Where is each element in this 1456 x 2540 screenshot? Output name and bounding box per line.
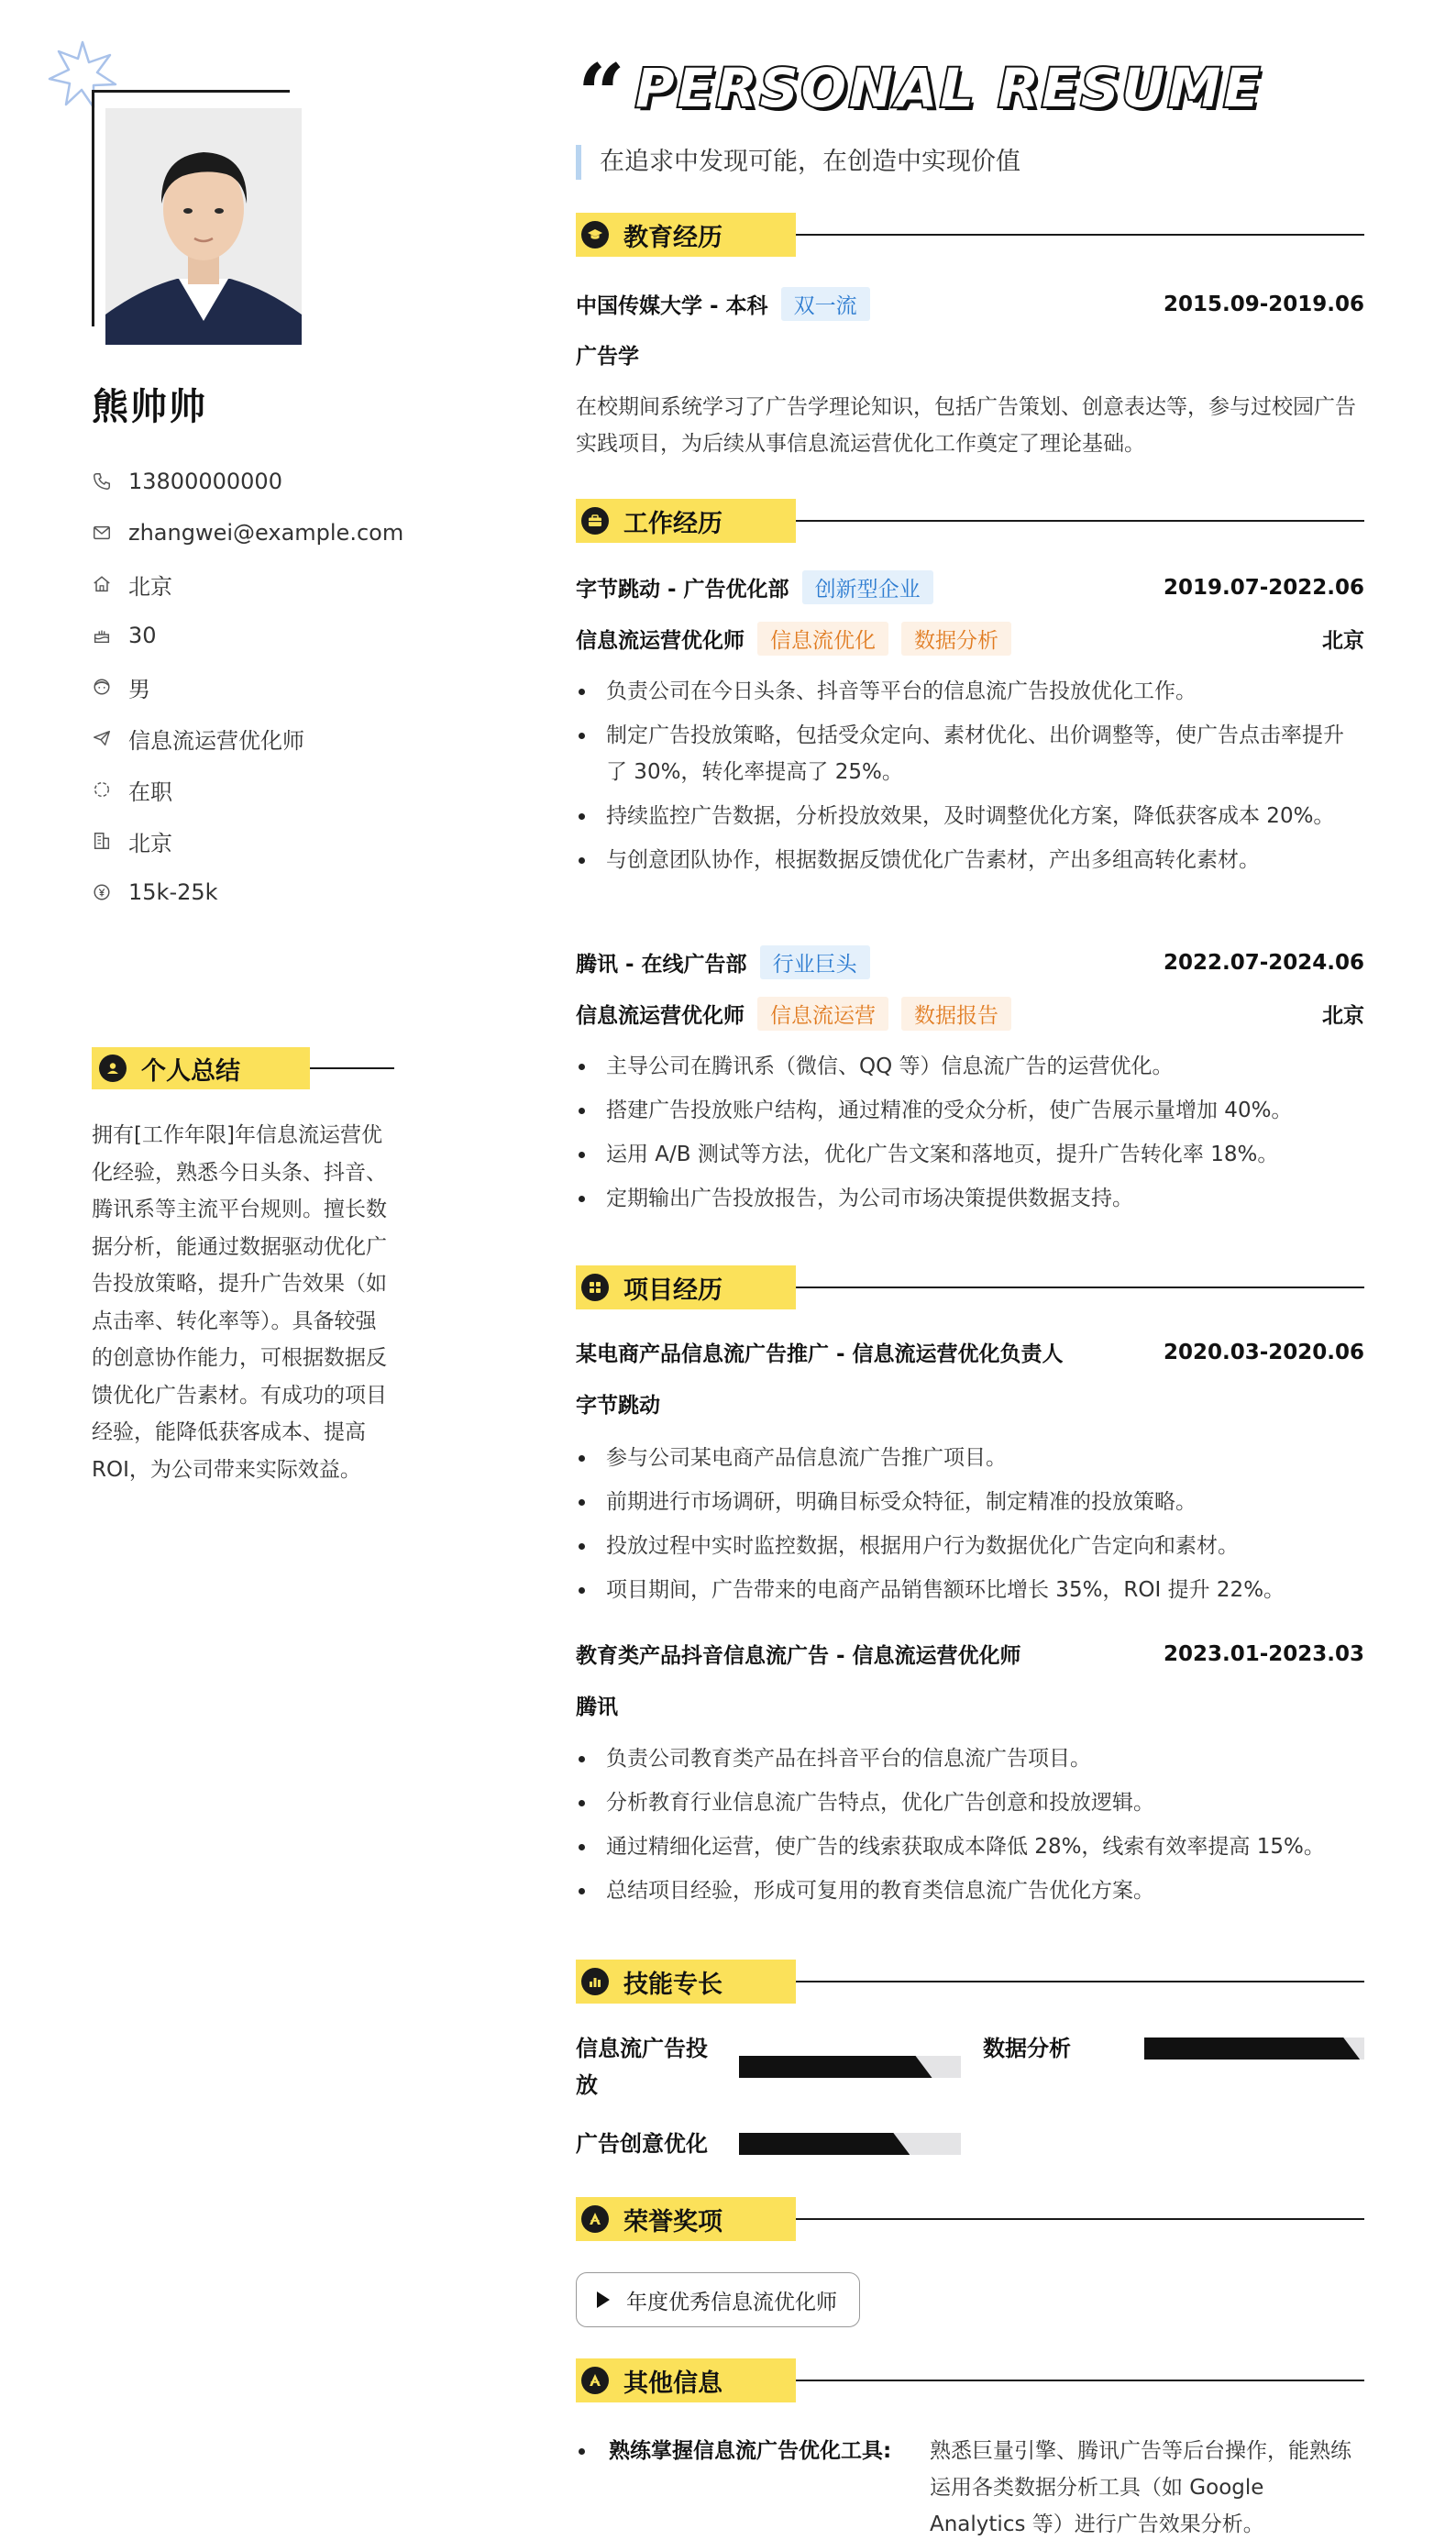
list-item: 负责公司教育类产品在抖音平台的信息流广告项目。: [576, 1740, 1364, 1777]
education-header-line: [796, 234, 1364, 236]
job-date: 2022.07-2024.06: [1163, 950, 1364, 975]
projects-title: 项目经历: [623, 1276, 722, 1305]
other-header: [576, 2358, 1364, 2402]
education-date: 2015.09-2019.06: [1163, 292, 1364, 316]
list-item: 负责公司在今日头条、抖音等平台的信息流广告投放优化工作。: [576, 673, 1364, 710]
job-role: 信息流运营优化师: [576, 629, 745, 653]
contact-salary: [92, 867, 440, 918]
job-city: 北京: [1322, 1004, 1364, 1028]
award-icon: [581, 2205, 609, 2233]
job-role-tag: 信息流运营: [757, 997, 888, 1031]
list-item: 通过精细化运营，使广告的线索获取成本降低 28%，线索有效率提高 15%。: [576, 1828, 1364, 1865]
gender-icon: [92, 677, 112, 697]
graduation-cap-icon: [581, 221, 609, 248]
skills-header: [576, 1960, 1364, 2004]
list-item: 制定广告投放策略，包括受众定向、素材优化、出价调整等，使广告点击率提升了 30%，转化率提高了 25%。: [576, 717, 1364, 790]
summary-title: 个人总结: [141, 1056, 240, 1086]
phone-icon: [92, 471, 112, 491]
slogan: 在追求中发现可能，在创造中实现价值: [576, 145, 1020, 180]
other-value: 熟悉巨量引擎、腾讯广告等后台操作，能熟练运用各类数据分析工具（如 Google Analytics 等）进行广告效果分析。: [930, 2439, 1351, 2536]
contact-gender: [92, 661, 440, 712]
contact-address: [92, 558, 440, 610]
contact-email-value: zhangwei@example.com: [128, 520, 404, 546]
skills-header-line: [796, 1981, 1364, 1982]
education-major-row: [576, 339, 1364, 370]
project-name-row: [576, 1639, 1364, 1669]
quote-mark: “: [578, 46, 625, 143]
education-major: 广告学: [576, 345, 639, 369]
job-company-row: [576, 570, 1364, 604]
mail-icon: [92, 523, 112, 543]
summary-header-pill: [92, 1047, 310, 1089]
list-item: 项目期间，广告带来的电商产品销售额环比增长 35%，ROI 提升 22%。: [576, 1572, 1364, 1608]
grid-icon: [581, 1274, 609, 1301]
education-school: 中国传媒大学 - 本科: [576, 294, 768, 318]
project-date: 2020.03-2020.06: [1163, 1340, 1364, 1364]
awards-title: 荣誉奖项: [623, 2207, 722, 2236]
list-item: 参与公司某电商产品信息流广告推广项目。: [576, 1440, 1364, 1476]
cake-icon: [92, 625, 112, 646]
job-date: 2019.07-2022.06: [1163, 575, 1364, 600]
info-icon: [581, 2367, 609, 2394]
list-item: 定期输出广告投放报告，为公司市场决策提供数据支持。: [576, 1180, 1364, 1217]
education-title: 教育经历: [623, 223, 722, 252]
skill-bar-fill: [1144, 2038, 1360, 2060]
job-bullets: [576, 673, 1364, 886]
play-icon: [597, 2292, 610, 2308]
building-icon: [92, 831, 112, 851]
contact-email: [92, 507, 440, 558]
job-company-tag: 创新型企业: [802, 570, 933, 604]
summary-text: 拥有[工作年限]年信息流运营优化经验，熟悉今日头条、抖音、腾讯系等主流平台规则。擅长数据分析，能通过数据驱动优化广告投放策略，提升广告效果（如点击率、转化率等）。具备较强的创意协作能力，可根据数据反馈优化广告素材。有成功的项目经验，能降低获客成本、提高 ROI，为公司带来实际效益。: [92, 1123, 387, 1482]
contact-position-value: 信息流运营优化师: [128, 727, 304, 754]
contact-status-value: 在职: [128, 779, 172, 805]
job-role-tag: 数据报告: [901, 997, 1011, 1031]
skill-name: 广告创意优化: [576, 2131, 708, 2157]
project-org-row: [576, 1388, 1364, 1419]
bar-chart-icon: [581, 1968, 609, 1995]
education-school-row: [576, 287, 1364, 321]
projects-header: [576, 1265, 1364, 1309]
project-org: 腾讯: [576, 1695, 618, 1719]
profile-name: 熊帅帅: [92, 386, 207, 428]
education-desc: 在校期间系统学习了广告学理论知识，包括广告策划、创意表达等，参与过校园广告实践项目，为后续从事信息流运营优化工作奠定了理论基础。: [576, 395, 1356, 456]
list-item: 与创意团队协作，根据数据反馈优化广告素材，产出多组高转化素材。: [576, 842, 1364, 878]
salary-icon: [92, 882, 112, 902]
work-title: 工作经历: [623, 509, 722, 538]
contact-phone-value: 13800000000: [128, 469, 282, 494]
list-item: 分析教育行业信息流广告特点，优化广告创意和投放逻辑。: [576, 1784, 1364, 1821]
contact-address-value: 北京: [128, 573, 172, 600]
contact-phone: [92, 456, 440, 507]
job-company-tag: 行业巨头: [760, 945, 870, 979]
skill-name: 数据分析: [983, 2036, 1071, 2061]
status-icon: [92, 779, 112, 800]
list-item: 前期进行市场调研，明确目标受众特征，制定精准的投放策略。: [576, 1484, 1364, 1520]
work-header-line: [796, 520, 1364, 522]
projects-header-pill: [576, 1265, 796, 1309]
awards-header: [576, 2197, 1364, 2241]
project-bullets: [576, 1440, 1364, 1616]
projects-header-line: [796, 1287, 1364, 1288]
award-label: 年度优秀信息流优化师: [626, 2290, 837, 2314]
award-item[interactable]: [576, 2272, 860, 2327]
skill-name: 信息流广告投放: [576, 2036, 708, 2098]
contact-city: [92, 815, 440, 867]
project-org: 字节跳动: [576, 1394, 660, 1418]
contact-salary-value: 15k-25k: [128, 879, 218, 905]
project-bullets: [576, 1740, 1364, 1916]
contact-list: [92, 456, 440, 918]
job-role: 信息流运营优化师: [576, 1004, 745, 1028]
education-header-pill: [576, 213, 796, 257]
job-company: 腾讯 - 在线广告部: [576, 953, 747, 977]
contact-city-value: 北京: [128, 830, 172, 856]
work-header: [576, 499, 1364, 543]
bullet-dot: [579, 2448, 585, 2455]
list-item: 搭建广告投放账户结构，通过精准的受众分析，使广告展示量增加 40%。: [576, 1092, 1364, 1129]
contact-age-value: 30: [128, 623, 157, 648]
other-title: 其他信息: [623, 2369, 722, 2398]
home-icon: [92, 574, 112, 594]
other-header-pill: [576, 2358, 796, 2402]
list-item: 运用 A/B 测试等方法，优化广告文案和落地页，提升广告转化率 18%。: [576, 1136, 1364, 1173]
job-role-row: [576, 997, 1364, 1031]
contact-gender-value: 男: [128, 676, 150, 702]
other-header-line: [796, 2380, 1364, 2381]
job-company: 字节跳动 - 广告优化部: [576, 578, 789, 602]
awards-header-line: [796, 2218, 1364, 2220]
skill-bar-fill: [739, 2133, 910, 2155]
summary-header-line: [310, 1067, 394, 1069]
avatar: [105, 108, 302, 345]
summary-header: [92, 1047, 394, 1089]
list-item: 投放过程中实时监控数据，根据用户行为数据优化广告定向和素材。: [576, 1528, 1364, 1564]
work-header-pill: [576, 499, 796, 543]
awards-header-pill: [576, 2197, 796, 2241]
skill-bar: [739, 2056, 961, 2078]
project-name: 教育类产品抖音信息流广告 - 信息流运营优化师: [576, 1644, 1021, 1668]
skills-header-pill: [576, 1960, 796, 2004]
job-bullets: [576, 1048, 1364, 1224]
job-role-tag: 数据分析: [901, 622, 1011, 656]
list-item: 主导公司在腾讯系（微信、QQ 等）信息流广告的运营优化。: [576, 1048, 1364, 1085]
send-icon: [92, 728, 112, 748]
contact-age: [92, 610, 440, 661]
briefcase-icon: [581, 507, 609, 535]
project-name-row: [576, 1337, 1364, 1367]
education-tag: 双一流: [781, 287, 870, 321]
user-icon: [99, 1055, 127, 1082]
resume-title: PERSONAL RESUME: [635, 57, 1263, 119]
education-header: [576, 213, 1364, 257]
job-role-tag: 信息流优化: [757, 622, 888, 656]
job-role-row: [576, 622, 1364, 656]
contact-status: [92, 764, 440, 815]
job-company-row: [576, 945, 1364, 979]
list-item: 持续监控广告数据，分析投放效果，及时调整优化方案，降低获客成本 20%。: [576, 798, 1364, 834]
project-date: 2023.01-2023.03: [1163, 1641, 1364, 1666]
list-item: 总结项目经验，形成可复用的教育类信息流广告优化方案。: [576, 1872, 1364, 1909]
skills-title: 技能专长: [623, 1970, 722, 1999]
skill-bar: [1144, 2038, 1364, 2060]
job-city: 北京: [1322, 629, 1364, 653]
other-key: 熟练掌握信息流广告优化工具:: [609, 2439, 892, 2463]
other-item: [576, 2433, 1364, 2540]
skill-bar: [739, 2133, 961, 2155]
contact-position: [92, 712, 440, 764]
project-org-row: [576, 1690, 1364, 1720]
project-name: 某电商产品信息流广告推广 - 信息流运营优化负责人: [576, 1342, 1064, 1366]
skill-bar-fill: [739, 2056, 932, 2078]
